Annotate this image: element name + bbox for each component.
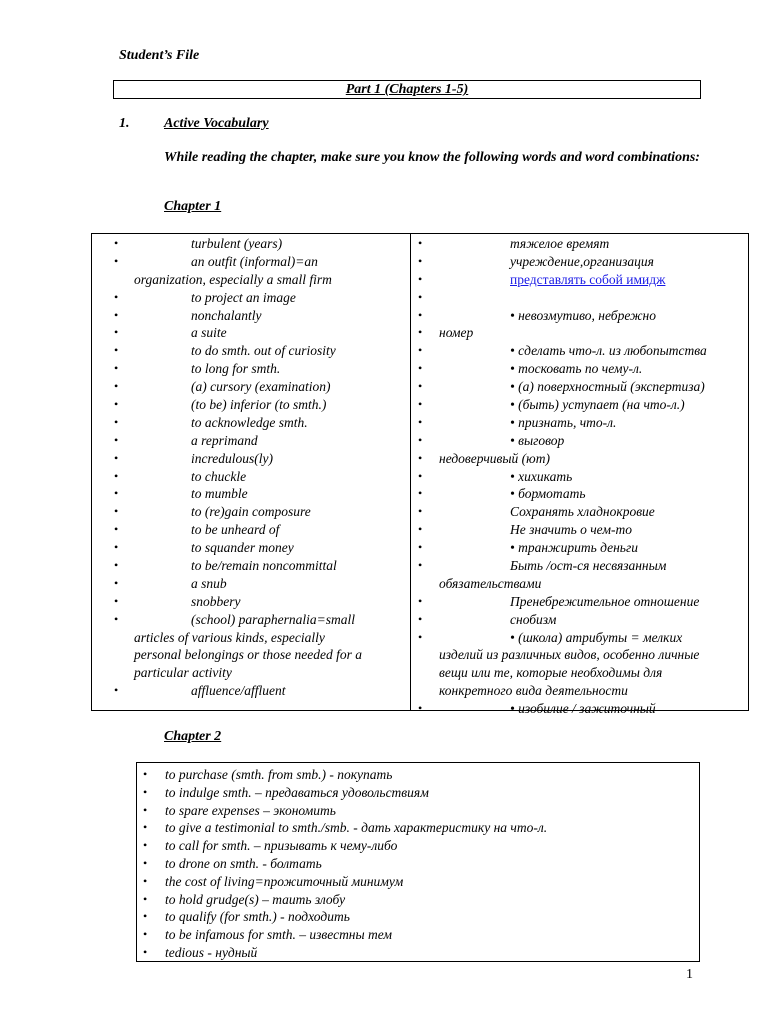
bullet-icon: • (114, 593, 119, 608)
vocab-text: Не значить о чем-то (510, 522, 632, 538)
list-item (137, 891, 699, 909)
list-item (92, 664, 410, 682)
english-column (92, 235, 410, 700)
list-item (92, 396, 410, 414)
bullet-icon: • (143, 802, 148, 817)
bullet-icon: • (114, 575, 119, 590)
list-item (411, 396, 748, 414)
section-title: Active Vocabulary (164, 116, 269, 131)
vocab-text: a reprimand (191, 432, 258, 448)
vocab-text: affluence/affluent (191, 683, 286, 699)
vocab-text: to give a testimonial to smth./smb. - дать характеристику на что-л. (165, 820, 548, 836)
chapter-2-vocab-box (136, 762, 700, 962)
file-title: Student’s File (119, 48, 200, 63)
bullet-icon: • (114, 289, 119, 304)
list-item (411, 414, 748, 432)
bullet-icon: • (143, 873, 148, 888)
bullet-icon: • (418, 289, 423, 304)
bullet-icon: • (418, 397, 423, 412)
bullet-icon: • (143, 891, 148, 906)
list-item (411, 360, 748, 378)
list-item (92, 611, 410, 629)
vocab-text: nonchalantly (191, 307, 262, 323)
list-item (411, 432, 748, 450)
vocab-text: to be unheard of (191, 522, 280, 538)
vocab-text: • транжирить деньги (510, 540, 638, 556)
list-item (92, 646, 410, 664)
vocab-text: • тосковать по чему-л. (510, 361, 643, 377)
bullet-icon: • (418, 468, 423, 483)
bullet-icon: • (114, 253, 119, 268)
vocab-text: • изобилие / зажиточный (510, 701, 656, 717)
bullet-icon: • (418, 271, 423, 286)
bullet-icon: • (418, 558, 423, 573)
bullet-icon: • (143, 944, 148, 959)
vocab-text: organization, especially a small firm (134, 271, 332, 287)
vocab-text: to acknowledge smth. (191, 414, 308, 430)
list-item (411, 682, 748, 700)
vocab-text: (a) cursory (examination) (191, 379, 331, 395)
vocab-text: incredulous(ly) (191, 450, 273, 466)
list-item (411, 235, 748, 253)
vocab-text: конкретного вида деятельности (439, 683, 628, 699)
list-item (411, 521, 748, 539)
vocab-text: to (re)gain composure (191, 504, 311, 520)
bullet-icon: • (143, 927, 148, 942)
bullet-icon: • (418, 414, 423, 429)
vocab-text: to drone on smth. - болтать (165, 855, 322, 871)
bullet-icon: • (418, 486, 423, 501)
list-item (92, 378, 410, 396)
list-item (137, 784, 699, 802)
list-item (137, 944, 699, 962)
list-item (92, 450, 410, 468)
vocab-text: to hold grudge(s) – таить злобу (165, 891, 346, 907)
list-item (411, 646, 748, 664)
bullet-icon: • (143, 784, 148, 799)
list-item (411, 485, 748, 503)
vocab-text: недоверчивый (ют) (439, 450, 550, 466)
vocab-text: to squander money (191, 540, 294, 556)
russian-column (411, 235, 748, 718)
list-item (411, 324, 748, 342)
bullet-icon: • (114, 432, 119, 447)
instruction-text: While reading the chapter, make sure you know the following words and word combinations: (164, 150, 700, 165)
list-item (92, 342, 410, 360)
part-heading: Part 1 (Chapters 1-5) (113, 80, 701, 99)
bullet-icon: • (418, 593, 423, 608)
bullet-icon: • (114, 307, 119, 322)
vocab-text: (school) paraphernalia=small (191, 611, 355, 627)
bullet-icon: • (418, 379, 423, 394)
vocab-text: учреждение,организация (510, 253, 654, 269)
vocab-text: to project an image (191, 289, 296, 305)
vocab-text: • невозмутиво, небрежно (510, 307, 656, 323)
list-item (92, 235, 410, 253)
vocab-text: • (школа) атрибуты = мелких (510, 629, 683, 645)
section-number: 1. (119, 116, 130, 131)
vocab-text: (to be) inferior (to smth.) (191, 397, 327, 413)
vocab-text: • сделать что-л. из любопытства (510, 343, 707, 359)
list-item (411, 593, 748, 611)
list-item (137, 908, 699, 926)
chapter-1-heading: Chapter 1 (164, 199, 222, 214)
vocab-text: particular activity (134, 665, 232, 681)
vocab-text: Пренебрежительное отношение (510, 593, 700, 609)
vocab-text: • бормотать (510, 486, 586, 502)
list-item (92, 271, 410, 289)
bullet-icon: • (418, 611, 423, 626)
vocab-text: • признать, что-л. (510, 414, 617, 430)
vocab-text: • хихикать (510, 468, 573, 484)
list-item (411, 629, 748, 647)
vocab-text: a snub (191, 575, 227, 591)
vocab-text: to be infamous for smth. – известны тем (165, 927, 393, 943)
bullet-icon: • (143, 855, 148, 870)
vocab-text: the cost of living=прожиточный минимум (165, 873, 404, 889)
bullet-icon: • (418, 701, 423, 716)
list-item (411, 307, 748, 325)
vocab-text: snobbery (191, 593, 241, 609)
bullet-icon: • (418, 253, 423, 268)
vocab-text: вещи или те, которые необходимы для (439, 665, 663, 681)
list-item (411, 468, 748, 486)
bullet-icon: • (114, 558, 119, 573)
list-item (92, 324, 410, 342)
bullet-icon: • (418, 522, 423, 537)
list-item (411, 557, 748, 575)
vocab-text: to purchase (smth. from smb.) - покупать (165, 767, 393, 782)
bullet-icon: • (114, 414, 119, 429)
bullet-icon: • (114, 236, 119, 250)
list-item (137, 926, 699, 944)
bullet-icon: • (114, 325, 119, 340)
bullet-icon: • (114, 611, 119, 626)
bullet-icon: • (114, 361, 119, 376)
vocab-text: to be/remain noncommittal (191, 558, 337, 574)
vocab-text: to indulge smth. – предаваться удовольствиям (165, 784, 429, 800)
bullet-icon: • (418, 343, 423, 358)
vocab-text: to call for smth. – призывать к чему-либо (165, 838, 398, 854)
list-item (92, 503, 410, 521)
list-item (137, 873, 699, 891)
list-item (92, 629, 410, 647)
bullet-icon: • (418, 432, 423, 447)
bullet-icon: • (114, 486, 119, 501)
vocab-text: • выговор (510, 432, 565, 448)
bullet-icon: • (418, 629, 423, 644)
list-item (411, 342, 748, 360)
chapter-1-vocab-table (91, 233, 749, 717)
list-item (137, 837, 699, 855)
list-item (92, 289, 410, 307)
vocab-text: to qualify (for smth.) - подходить (165, 909, 350, 925)
vocab-text: a suite (191, 325, 227, 341)
list-item (137, 855, 699, 873)
list-item (411, 539, 748, 557)
vocab-text: Сохранять хладнокровие (510, 504, 655, 520)
bullet-icon: • (114, 379, 119, 394)
bullet-icon: • (114, 504, 119, 519)
vocab-text: обязательствами (439, 575, 542, 591)
bullet-icon: • (418, 361, 423, 376)
list-item (411, 611, 748, 629)
vocab-text: turbulent (years) (191, 236, 283, 251)
bullet-icon: • (114, 683, 119, 698)
bullet-icon: • (418, 450, 423, 465)
list-item (411, 289, 748, 307)
bullet-icon: • (114, 450, 119, 465)
vocab-text: to mumble (191, 486, 248, 502)
vocab-text: an outfit (informal)=an (191, 253, 318, 269)
vocab-text: изделий из различных видов, особенно личные (439, 647, 700, 663)
vocab-text: to spare expenses – экономить (165, 802, 336, 818)
list-item (92, 253, 410, 271)
vocab-text: номер (439, 325, 474, 341)
list-item (411, 664, 748, 682)
page-number: 1 (686, 967, 693, 982)
list-item (92, 414, 410, 432)
list-item (137, 766, 699, 784)
list-item (92, 485, 410, 503)
list-item (411, 378, 748, 396)
list-item (92, 432, 410, 450)
list-item (92, 575, 410, 593)
bullet-icon: • (418, 540, 423, 555)
list-item (92, 360, 410, 378)
bullet-icon: • (114, 397, 119, 412)
vocab-text: • (быть) уступает (на что-л.) (510, 397, 685, 413)
vocab-text: • (а) поверхностный (экспертиза) (510, 379, 705, 395)
list-item (411, 575, 748, 593)
bullet-icon: • (114, 522, 119, 537)
bullet-icon: • (418, 236, 423, 250)
list-item (92, 468, 410, 486)
bullet-icon: • (114, 468, 119, 483)
bullet-icon: • (143, 767, 148, 781)
list-item (92, 307, 410, 325)
list-item (92, 593, 410, 611)
list-item (411, 271, 748, 289)
bullet-icon: • (143, 820, 148, 835)
vocab-text: to do smth. out of curiosity (191, 343, 336, 359)
list-item (92, 539, 410, 557)
vocab-text: снобизм (510, 611, 557, 627)
bullet-icon: • (143, 909, 148, 924)
vocab-text: to chuckle (191, 468, 247, 484)
vocab-text: Быть /ост-ся несвязанным (510, 558, 667, 574)
bullet-icon: • (114, 540, 119, 555)
list-item (92, 557, 410, 575)
bullet-icon: • (418, 325, 423, 340)
bullet-icon: • (418, 504, 423, 519)
bullet-icon: • (418, 307, 423, 322)
list-item (411, 503, 748, 521)
list-item (137, 802, 699, 820)
list-item (411, 450, 748, 468)
vocab-text: articles of various kinds, especially (134, 629, 325, 645)
vocab-text: tedious - нудный (165, 944, 258, 960)
vocab-text: personal belongings or those needed for a (134, 647, 362, 663)
list-item (411, 700, 748, 718)
list-item (411, 253, 748, 271)
bullet-icon: • (114, 343, 119, 358)
list-item (92, 521, 410, 539)
bullet-icon: • (143, 838, 148, 853)
vocab-link[interactable]: представлять собой имидж (510, 271, 666, 287)
list-item (92, 682, 410, 700)
vocab-text: тяжелое времят (510, 236, 610, 251)
vocab-text: to long for smth. (191, 361, 281, 377)
list-item (137, 819, 699, 837)
chapter-2-heading: Chapter 2 (164, 729, 222, 744)
